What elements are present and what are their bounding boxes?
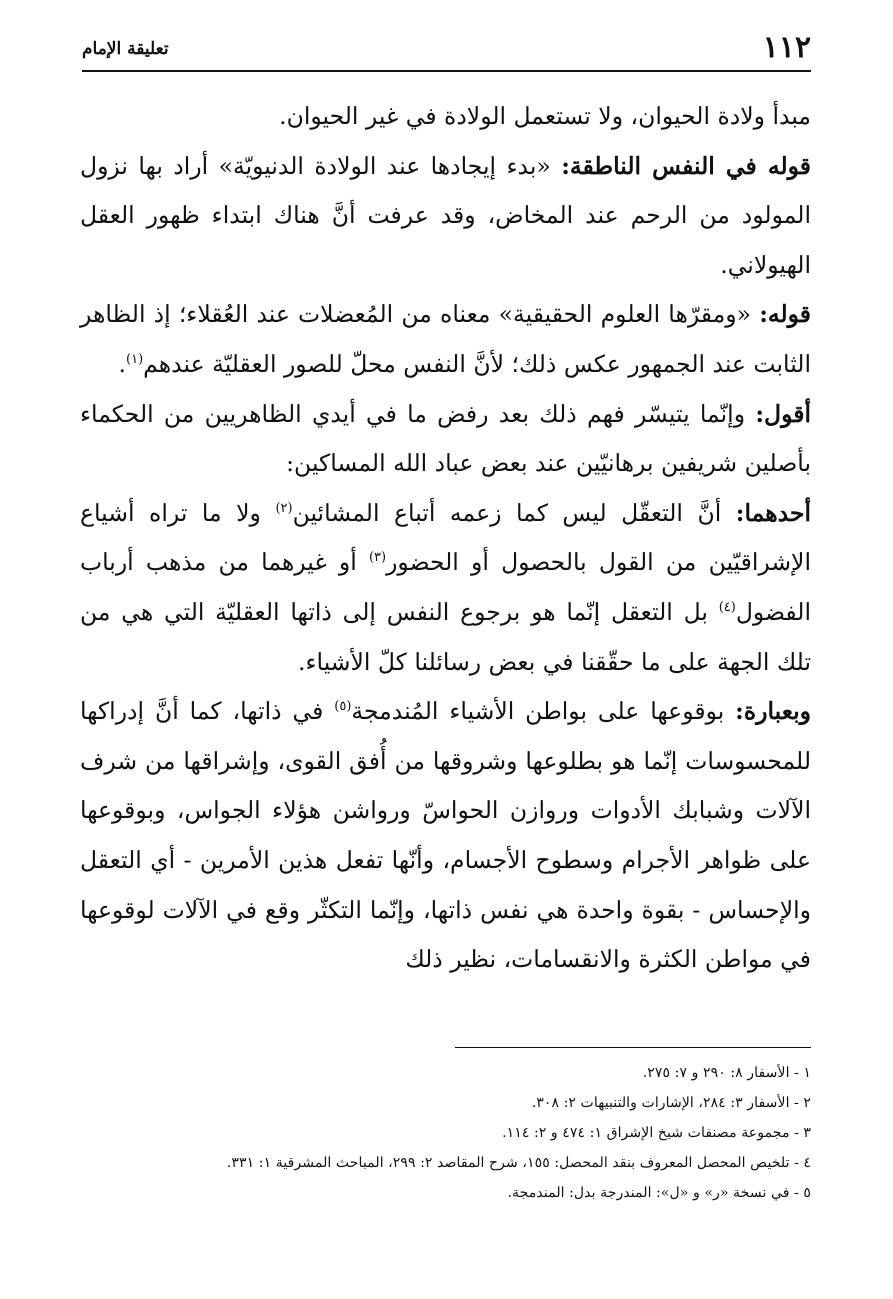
paragraph-lead: أقول: (755, 399, 811, 428)
footnote-ref[interactable]: (٥) (334, 699, 352, 715)
paragraph-lead: وبعبارة: (735, 697, 811, 726)
paragraph-4 (80, 390, 811, 489)
paragraph-lead: أحدهما: (735, 498, 811, 527)
paragraph-lead: قوله: (759, 300, 811, 329)
footnote-5: ٥ - في نسخة «ر» و «ل»: المندرجة بدل: المندمجة. (507, 1185, 811, 1201)
paragraph-text: وإنّما يتيسّر فهم ذلك بعد رفض ما في أيدي الظاهريين من الحكماء بأصلين شريفين برهانيّين عند بعض عباد الله المساكين: (80, 399, 811, 478)
footnote-ref[interactable]: (٣) (368, 550, 387, 566)
footnote-4: ٤ - تلخيص المحصل المعروف بنقد المحصل: ١٥٥، شرح المقاصد ٢: ٢٩٩، المباحث المشرقية ١: ٣٣١. (226, 1155, 811, 1171)
paragraph-text: بوقوعها على بواطن الأشياء المُندمجة (351, 697, 736, 726)
paragraph-3 (80, 290, 811, 389)
paragraph-text: «بدء إيجادها عند الولادة الدنيويّة» أراد بها نزول المولود من الرحم عند المخاض، وقد عرفت أنَّ هناك ابتداء ظهور العقل الهيولاني. (80, 151, 811, 279)
footnote-ref[interactable]: (٤) (718, 600, 736, 616)
paragraph-text: في ذاتها، كما أنَّ إدراكها للمحسوسات إنّما هو بطلوعها وشروقها من أُفق القوى، وإشراقها من شرف الآلات وشبابك الأدوات وروازن الحواسّ ورواشن هؤلاء الجواس، وبوقوعها على ظواهر الأجرام وسطوح الأجسام، وأنّها تفعل هذين الأمرين - أي التعقل والإحساس - بقوة واحدة هي نفس ذاتها، وإنّما التكثّر وقع في الآلات لوقوعها في مواطن الكثرة والانقسامات، نظير ذلك (80, 697, 811, 974)
paragraph-text: ولا ما تراه أشياع الإشراقيّين من القول بالحصول أو الحضور (80, 498, 811, 577)
running-title: تعليقة الإمام (82, 39, 169, 59)
footnote-3: ٣ - مجموعة مصنفات شيخ الإشراق ١: ٤٧٤ و ٢: ١١٤. (502, 1125, 811, 1141)
footnote-1: ١ - الأسفار ٨: ٢٩٠ و ٧: ٢٧٥. (642, 1065, 811, 1081)
paragraph-text: مبدأ ولادة الحيوان، ولا تستعمل الولادة في غير الحيوان. (279, 102, 811, 130)
page-number: ١١٢ (762, 30, 811, 65)
footnotes (120, 1058, 811, 1208)
paragraph-tail: . (118, 349, 126, 378)
footnote-divider (455, 1047, 811, 1048)
paragraph-6 (80, 687, 811, 985)
header-divider (82, 70, 811, 72)
paragraph-text: بل التعقل إنّما هو برجوع النفس إلى ذاتها العقليّة التي هي من تلك الجهة على ما حقّقنا في بعض رسائلنا كلّ الأشياء. (80, 597, 811, 676)
paragraph-2 (80, 142, 811, 291)
paragraph-1 (80, 92, 811, 142)
paragraph-5 (80, 489, 811, 687)
footnote-2: ٢ - الأسفار ٣: ٢٨٤، الإشارات والتنبيهات ٢: ٣٠٨. (531, 1095, 811, 1111)
paragraph-text: أو غيرهما من مذهب أرباب الفضول (80, 548, 811, 626)
footnote-ref[interactable]: (٢) (275, 500, 293, 516)
page-header (82, 28, 811, 68)
paragraph-text: أنَّ التعقّل ليس كما زعمه أتباع المشائين (292, 498, 736, 527)
paragraph-text: «ومقرّها العلوم الحقيقية» معناه من المُعضلات عند العُقلاء؛ إذ الظاهر الثابت عند الجمهور عكس ذلك؛ لأنَّ النفس محلّ للصور العقليّة عندهم (80, 300, 811, 378)
footnote-ref[interactable]: (١) (126, 352, 144, 368)
main-text (80, 92, 811, 985)
paragraph-lead: قوله في النفس الناطقة: (561, 151, 811, 180)
